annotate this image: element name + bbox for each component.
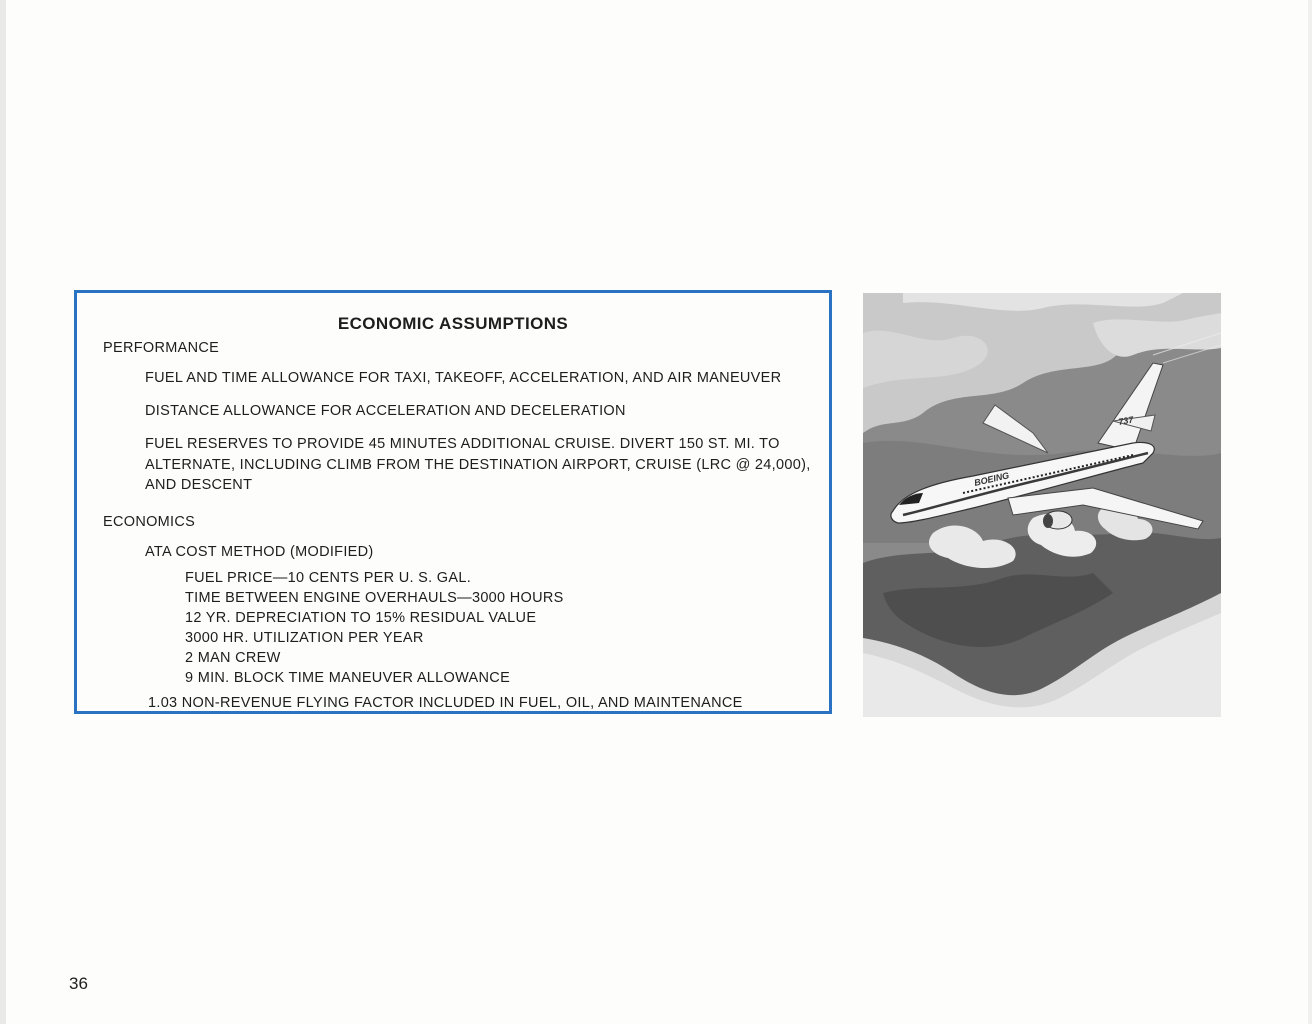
economic-assumptions-box xyxy=(74,290,832,714)
economics-detail: 3000 HR. UTILIZATION PER YEAR xyxy=(185,630,424,646)
page-edge xyxy=(0,0,6,1024)
page-number: 36 xyxy=(69,974,88,993)
fuselage-lettering: BOEING xyxy=(973,470,1011,488)
economics-detail: FUEL PRICE—10 CENTS PER U. S. GAL. xyxy=(185,570,472,586)
economics-detail: 9 MIN. BLOCK TIME MANEUVER ALLOWANCE xyxy=(185,670,511,686)
tail-lettering: 737 xyxy=(1117,414,1135,427)
boeing-737-illustration xyxy=(863,293,1221,717)
box-title: ECONOMIC ASSUMPTIONS xyxy=(337,314,569,333)
economics-detail: TIME BETWEEN ENGINE OVERHAULS—3000 HOURS xyxy=(185,590,564,606)
performance-heading: PERFORMANCE xyxy=(103,340,220,356)
page-edge xyxy=(1308,0,1312,1024)
economics-heading: ECONOMICS xyxy=(103,514,196,530)
economics-factor: 1.03 NON-REVENUE FLYING FACTOR INCLUDED IN FUEL, OIL, AND MAINTENANCE xyxy=(148,695,743,711)
performance-item: DISTANCE ALLOWANCE FOR ACCELERATION AND DECELERATION xyxy=(145,403,626,419)
performance-item: FUEL AND TIME ALLOWANCE FOR TAXI, TAKEOFF, ACCELERATION, AND AIR MANEUVER xyxy=(145,370,782,386)
performance-item: FUEL RESERVES TO PROVIDE 45 MINUTES ADDITIONAL CRUISE. DIVERT 150 ST. MI. TO xyxy=(145,436,780,452)
economics-detail: 12 YR. DEPRECIATION TO 15% RESIDUAL VALUE xyxy=(185,610,537,626)
economics-detail: 2 MAN CREW xyxy=(185,650,281,666)
performance-item: ALTERNATE, INCLUDING CLIMB FROM THE DESTINATION AIRPORT, CRUISE (LRC @ 24,000), xyxy=(145,457,811,473)
performance-item: AND DESCENT xyxy=(145,477,253,493)
economics-method: ATA COST METHOD (MODIFIED) xyxy=(145,544,374,560)
